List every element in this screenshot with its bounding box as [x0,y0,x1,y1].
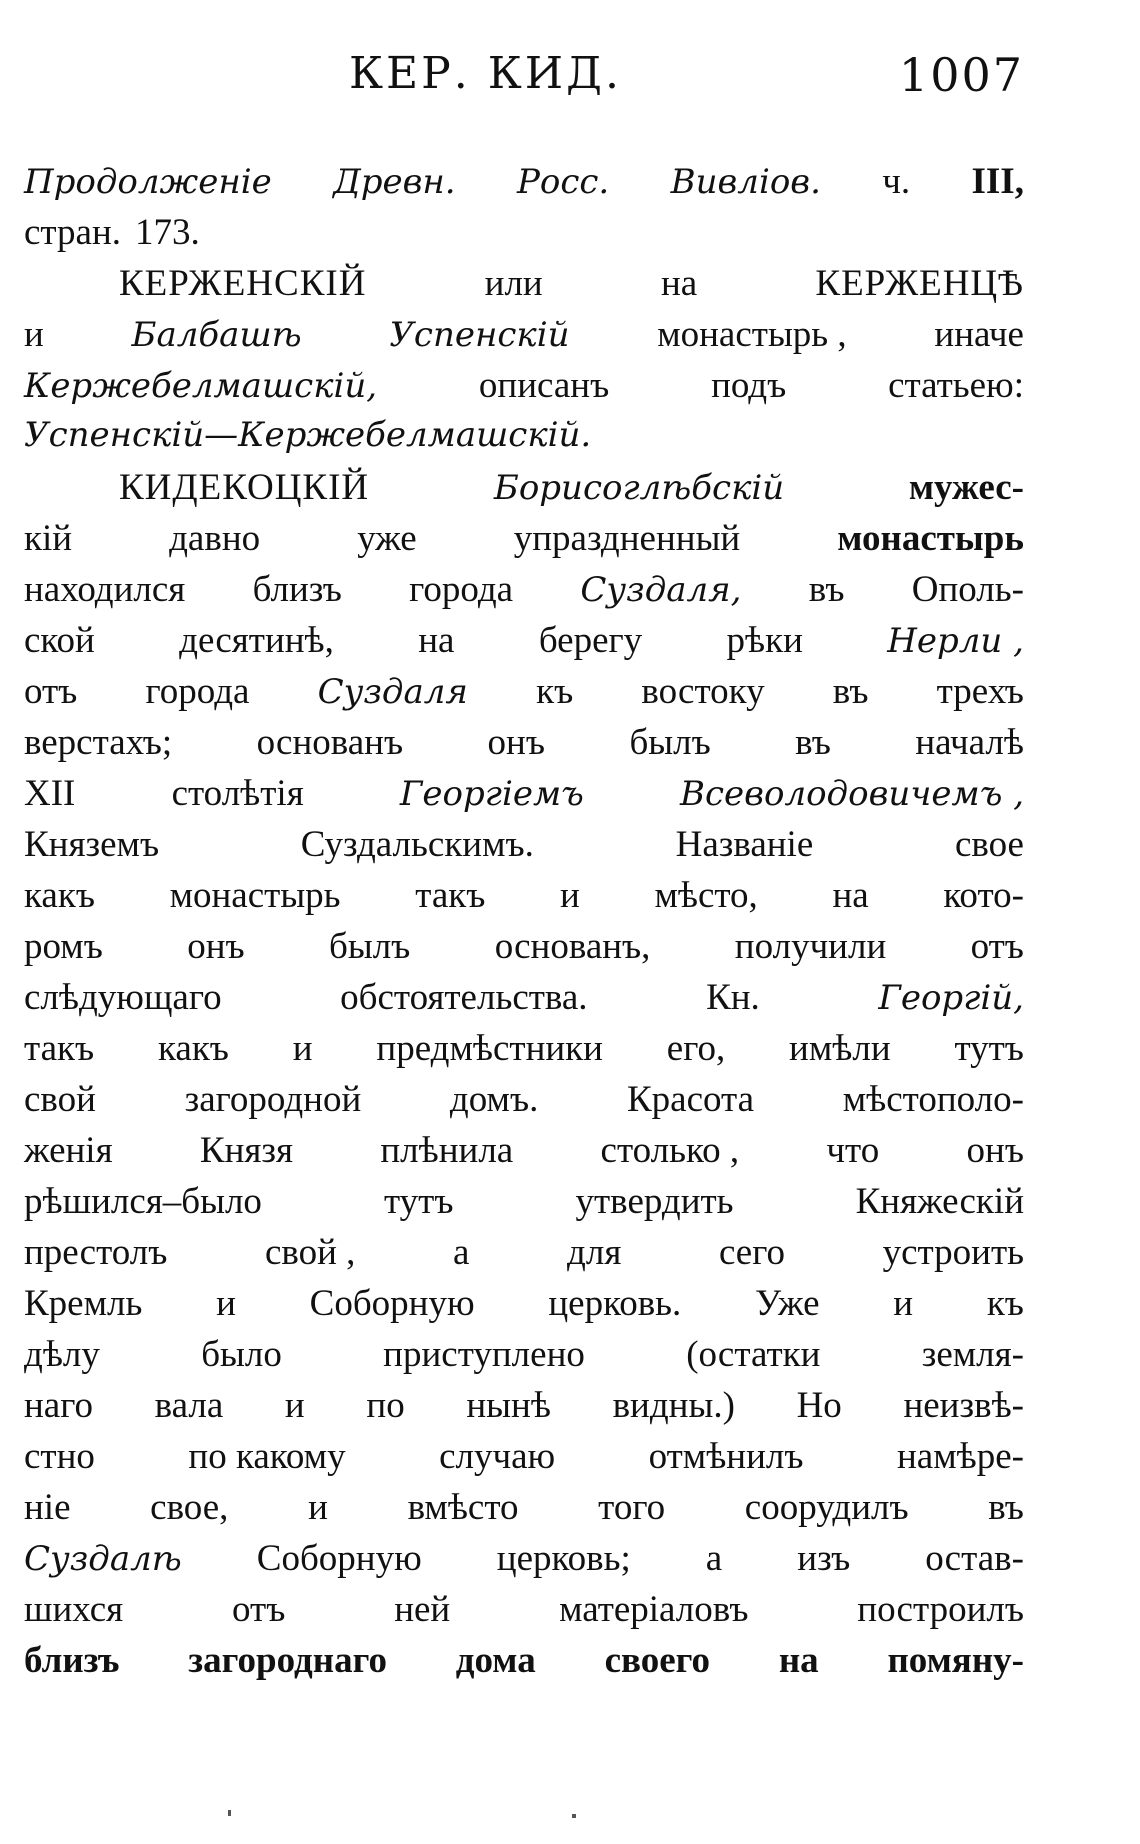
word: остав- [925,1538,1024,1579]
word: тутъ [383,1181,454,1222]
word: предмѣстники [376,1028,603,1069]
word: КЕРЖЕНЦѢ [815,263,1024,304]
text-line [24,568,1024,619]
word: берегу [538,620,643,661]
word: видны.) [612,1385,735,1426]
word: рѣшился–было [24,1181,262,1222]
word: обстоятельства. [340,977,588,1018]
word: къ [536,671,574,712]
word: приступлено [383,1334,585,1375]
word: Княжескій [855,1181,1024,1222]
word: мѣстополо- [842,1079,1024,1120]
word: кото- [943,875,1024,916]
word: какъ [157,1028,229,1069]
word: иначе [934,314,1024,355]
word: столько , [600,1130,740,1171]
word: матеріаловъ [559,1589,749,1630]
word: города [409,569,514,610]
word: домъ. [449,1079,539,1120]
word: наго [24,1385,93,1426]
word: ніе [24,1487,71,1528]
word: на [660,263,698,304]
text-line [24,1435,1024,1486]
word: былъ [629,722,711,763]
word: помяну- [887,1640,1024,1681]
word: неизвѣ- [903,1385,1024,1426]
word: трехъ [936,671,1024,712]
word: Росс. [517,162,610,202]
word: статьею: [888,365,1024,406]
word: стно [24,1436,95,1477]
word: Княземъ [24,824,160,865]
word: Георгій, [878,978,1024,1018]
word: стран. [24,212,122,253]
word: находился [24,569,186,610]
text-line [24,466,1024,517]
text-line [24,1231,1024,1282]
word: верстахъ; [24,722,173,763]
word: загороднаго [188,1640,387,1681]
word: КИДЕКОЦКІЙ [119,467,370,508]
text-line [24,1078,1024,1129]
word: земля- [921,1334,1024,1375]
word: и [560,875,580,916]
word: построилъ [857,1589,1024,1630]
word: было [201,1334,282,1375]
word: отмѣнилъ [648,1436,804,1477]
word: началѣ [915,722,1024,763]
word: въ [795,722,831,763]
text-line [24,1384,1024,1435]
word: Кремль [24,1283,143,1324]
word: Суздалѣ [24,1539,182,1579]
text-line [24,1180,1024,1231]
page-number: 1007 [898,48,1024,102]
word: вмѣсто [407,1487,519,1528]
word: женія [24,1130,113,1171]
word: Кн. [706,977,760,1018]
word: близъ [24,1640,120,1681]
word: нынѣ [466,1385,551,1426]
word: ней [394,1589,451,1630]
word: основанъ, [494,926,651,967]
word: монастырь , [657,314,847,355]
word: и [893,1283,914,1324]
word: ромъ [24,926,103,967]
word: Борисоглѣбскій [493,468,785,508]
word: Князя [199,1130,294,1171]
text-line [24,262,1024,313]
word: какъ [24,875,95,916]
word: близъ [252,569,342,610]
word: востоку [641,671,765,712]
text-line [24,1333,1024,1384]
word: КЕРЖЕНСКІЙ [119,263,367,304]
word: рѣки [726,620,803,661]
word: Кержебелмашскій, [24,366,378,406]
word: Суздаля [317,672,468,712]
word: подъ [711,365,787,406]
word: Нерли , [887,621,1024,661]
word: отъ [232,1589,286,1630]
word: и [284,1385,305,1426]
text-line [24,1588,1024,1639]
word: соорудилъ [744,1487,909,1528]
word: его, [666,1028,726,1069]
word: мѣсто, [654,875,758,916]
word: и [24,314,44,355]
word: Успенскій—Кержебелмашскій. [24,415,592,455]
text-line [24,1486,1024,1537]
word: ской [24,620,95,661]
word: церковь. [548,1283,682,1324]
word: и [216,1283,236,1324]
word: Вивліов. [670,162,821,202]
word: свое [954,824,1024,865]
text-line [24,925,1024,976]
word: 173. [135,212,200,253]
word: III, [971,161,1024,202]
word: мужес- [908,467,1024,508]
text-line [24,976,1024,1027]
text-line [24,517,1024,568]
word: что [826,1130,880,1171]
word: на [418,620,455,661]
word: кій [24,518,73,559]
word: по [366,1385,405,1426]
word: свой , [264,1232,356,1273]
text-line [24,619,1024,670]
text-line [24,772,1024,823]
word: Успенскій [389,315,570,355]
word: дѣлу [24,1334,100,1375]
word: получили [734,926,887,967]
word: Балбашѣ [131,315,302,355]
word: монастырь [169,875,341,916]
word: а [705,1538,723,1579]
word: случаю [439,1436,556,1477]
word: (остатки [686,1334,821,1375]
word: слѣдующаго [24,977,222,1018]
word: въ [808,569,845,610]
word: десятинѣ, [179,620,334,661]
text-line [24,160,1024,211]
word: сего [718,1232,785,1273]
word: на [778,1640,819,1681]
word: утвердить [575,1181,734,1222]
text-line [24,415,1024,466]
print-speck [572,1814,576,1818]
word: того [598,1487,666,1528]
word: столѣтія [171,773,304,814]
text-line [24,670,1024,721]
text-line [24,1129,1024,1180]
running-head [24,40,1024,110]
word: онъ [487,722,545,763]
word: для [567,1232,622,1273]
text-line [24,1027,1024,1078]
word: а [453,1232,470,1273]
word: былъ [329,926,411,967]
word: города [145,671,250,712]
word: Георгіемъ [399,774,584,814]
word: XII [24,773,76,814]
word: вала [154,1385,224,1426]
word: свой [24,1079,96,1120]
text-line [24,1639,1024,1690]
word: Уже [755,1283,820,1324]
word: по какому [188,1436,346,1477]
word: на [832,875,869,916]
text-line [24,874,1024,925]
word: шихся [24,1589,124,1630]
word: изъ [797,1538,851,1579]
text-line [24,313,1024,364]
word: церковь; [496,1538,631,1579]
text-line [24,823,1024,874]
word: такъ [415,875,486,916]
word: тутъ [954,1028,1024,1069]
word: уже [357,518,417,559]
text-line [24,211,1024,262]
word: монастырь [837,518,1024,559]
word: Древн. [333,162,456,202]
word: основанъ [256,722,404,763]
word: Названіе [675,824,814,865]
word: онъ [966,1130,1024,1171]
word: такъ [24,1028,95,1069]
word: отъ [970,926,1024,967]
running-title: КЕР. КИД. [349,48,622,99]
word: Соборную [309,1283,475,1324]
word: въ [988,1487,1024,1528]
word: Но [796,1385,842,1426]
word: Суздаля, [580,570,742,610]
text-line [24,1537,1024,1588]
word: ч. [882,161,911,202]
word: Продолженіе [24,162,272,202]
word: Суздальскимъ. [300,824,534,865]
text-line [24,1282,1024,1333]
word: Ополь- [911,569,1024,610]
word: загородной [184,1079,362,1120]
word: и [292,1028,313,1069]
word: своего [604,1640,711,1681]
word: свое, [150,1487,229,1528]
body-text [24,160,1024,1690]
word: упраздненный [513,518,741,559]
word: въ [832,671,869,712]
text-line [24,364,1024,415]
word: отъ [24,671,78,712]
word: къ [986,1283,1024,1324]
word: устроить [882,1232,1024,1273]
word: Соборную [256,1538,422,1579]
book-page [24,40,1024,1690]
word: и [308,1487,328,1528]
word: намѣре- [897,1436,1024,1477]
word: или [484,263,543,304]
print-speck [228,1810,231,1816]
word: Красота [627,1079,755,1120]
word: давно [169,518,261,559]
word: онъ [187,926,245,967]
text-line [24,721,1024,772]
word: описанъ [478,365,610,406]
word: дома [455,1640,536,1681]
word: престолъ [24,1232,168,1273]
word: имѣли [789,1028,891,1069]
word: Всеволодовичемъ , [680,774,1024,814]
word: плѣнила [380,1130,514,1171]
